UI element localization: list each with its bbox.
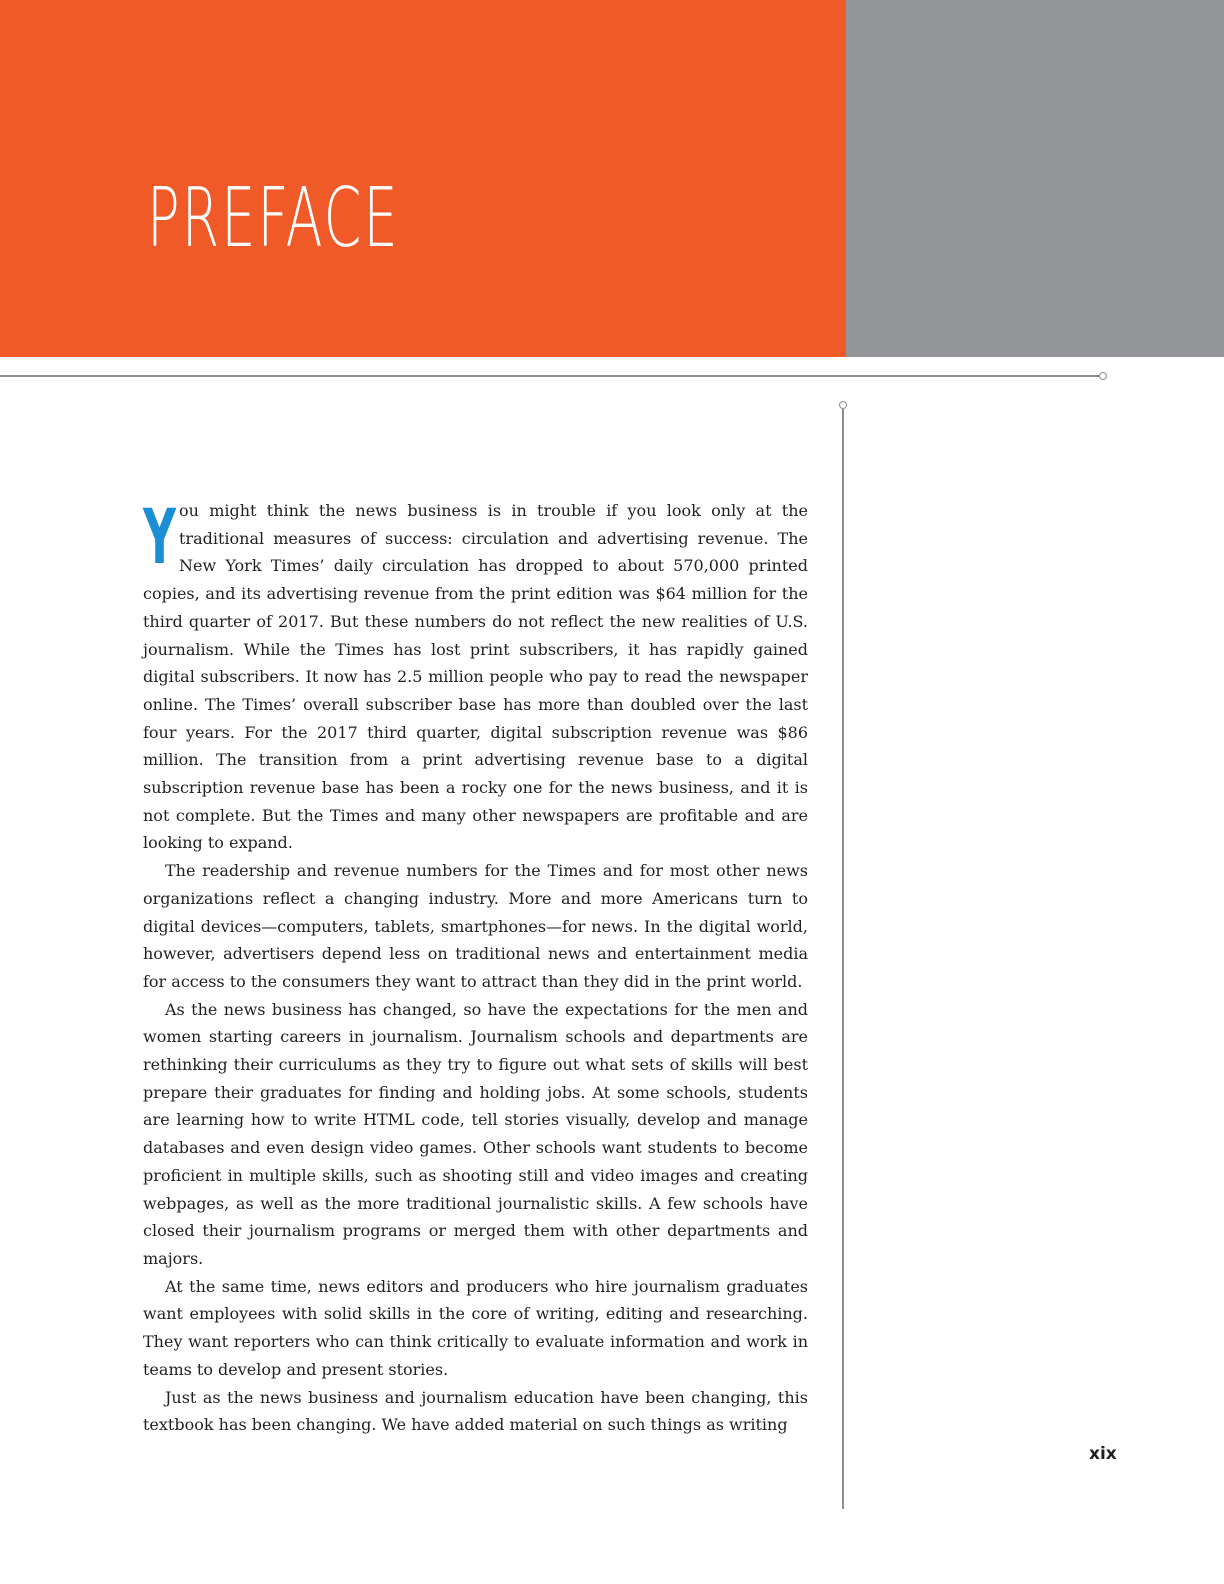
horizontal-rule — [0, 375, 1099, 377]
body-text — [143, 492, 808, 1439]
paragraph-1 — [143, 492, 808, 857]
vertical-rule — [842, 409, 844, 1509]
horizontal-rule-endpoint — [1099, 372, 1107, 380]
vertical-rule-endpoint — [839, 401, 847, 409]
page-number: xix — [1089, 1444, 1117, 1464]
header-banner-gray — [846, 0, 1224, 357]
chapter-title: PREFACE — [147, 171, 400, 266]
paragraph-3: As the news business has changed, so have the expectations for the men and women starting careers in journalism. Journalism schools and departments are rethinking their curriculums as they try to figure out what sets of skills will best prepare their graduates for finding and holding jobs. At some schools, students are learning how to write HTML code, tell stories visually, develop and manage databases and even design video games. Other schools want students to become proficient in multiple skills, such as shooting still and video images and creating webpages, as well as the more traditional journalistic skills. A few schools have closed their journalism programs or merged them with other departments and majors. — [143, 999, 808, 1268]
paragraph-1-text: ou might think the news business is in trouble if you look only at the traditional measures of success: circulation and advertising revenue. The New York Times’ daily circulation has dropped to about 570,000 printed copies, and its advertising revenue from the print edition was $64 million for the third quarter of 2017. But these numbers do not reflect the new realities of U.S. journalism. While the Times has lost print subscribers, it has rapidly gained digital subscribers. It now has 2.5 million people who pay to read the newspaper online. The Times’ overall subscriber base has more than doubled over the last four years. For the 2017 third quarter, digital subscription revenue was $86 million. The transition from a print advertising revenue base to a digital subscription revenue base has been a rocky one for the news business, and it is not complete. But the Times and many other newspapers are profitable and are looking to expand. — [143, 501, 808, 853]
paragraph-4: At the same time, news editors and producers who hire journalism graduates want employees with solid skills in the core of writing, editing and researching. They want reporters who can think critically to evaluate information and work in teams to develop and present stories. — [143, 1276, 808, 1379]
header-banner-orange — [0, 0, 846, 357]
paragraph-5: Just as the news business and journalism education have been changing, this textbook has been changing. We have added material on such things as writing — [143, 1387, 808, 1435]
drop-cap: Y — [143, 492, 177, 581]
paragraph-2: The readership and revenue numbers for the Times and for most other news organizations reflect a changing industry. More and more Americans turn to digital devices—computers, tablets, smartphones—for news. In the digital world, however, advertisers depend less on traditional news and entertainment media for access to the consumers they want to attract than they did in the print world. — [143, 861, 808, 991]
